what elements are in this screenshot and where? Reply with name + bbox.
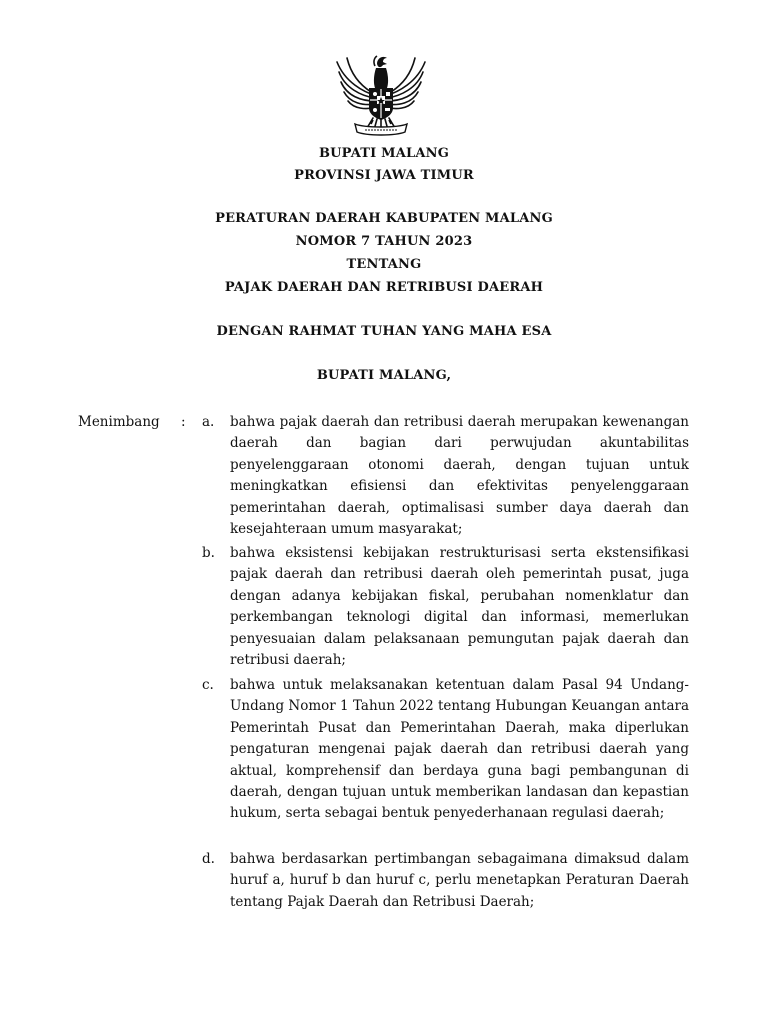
considering-colon: : xyxy=(181,414,186,430)
regulation-subject: PAJAK DAERAH DAN RETRIBUSI DAERAH xyxy=(224,280,544,295)
issuer-header-line2: PROVINSI JAWA TIMUR xyxy=(294,168,474,183)
invocation: DENGAN RAHMAT TUHAN YANG MAHA ESA xyxy=(216,324,552,339)
item-letter: d. xyxy=(202,851,215,867)
regulation-title: PERATURAN DAERAH KABUPATEN MALANG xyxy=(215,211,553,226)
item-text: bahwa pajak daerah dan retribusi daerah merupakan kewenangan daerah dan bagian dari perwujudan akuntabilitas penyelenggaraan otonomi daerah, dengan tujuan untuk meningkatkan efisiensi dan efektivitas penyelenggaraan pemerintahan daerah, optimalisasi sumber daya daerah dan kesejahteraan umum masyarakat; xyxy=(230,414,689,538)
item-letter: a. xyxy=(202,414,215,430)
garuda-emblem-icon xyxy=(331,52,431,136)
regulation-number: NOMOR 7 TAHUN 2023 xyxy=(295,234,473,249)
item-text: bahwa eksistensi kebijakan restrukturisasi serta ekstensifikasi pajak daerah dan retribusi daerah oleh pemerintah pusat, juga dengan adanya kebijakan fiskal, perubahan nomenklatur dan perkembangan teknologi digital dan informasi, memerlukan penyesuaian dalam pelaksanaan pemungutan pajak daerah dan retribusi daerah; xyxy=(230,545,689,669)
issuer-signature-heading: BUPATI MALANG, xyxy=(316,368,452,383)
item-letter: b. xyxy=(202,545,215,561)
issuer-header-line1: BUPATI MALANG xyxy=(318,146,450,161)
item-text: bahwa berdasarkan pertimbangan sebagaimana dimaksud dalam huruf a, huruf b dan huruf c, perlu menetapkan Peraturan Daerah tentang Pajak Daerah dan Retribusi Daerah; xyxy=(230,851,689,910)
item-letter: c. xyxy=(202,677,214,693)
item-text: bahwa untuk melaksanakan ketentuan dalam Pasal 94 Undang-Undang Nomor 1 Tahun 2022 tentang Hubungan Keuangan antara Pemerintah Pusat dan Pemerintahan Daerah, maka diperlukan pengaturan mengenai pajak daerah dan retribusi daerah yang aktual, komprehensif dan berdaya guna bagi pembangunan di daerah, dengan tujuan untuk memberikan landasan dan kepastian hukum, serta sebagai bentuk penyederhanaan regulasi daerah; xyxy=(230,677,689,822)
regulation-about: TENTANG xyxy=(346,257,422,272)
considering-label: Menimbang xyxy=(78,414,160,430)
